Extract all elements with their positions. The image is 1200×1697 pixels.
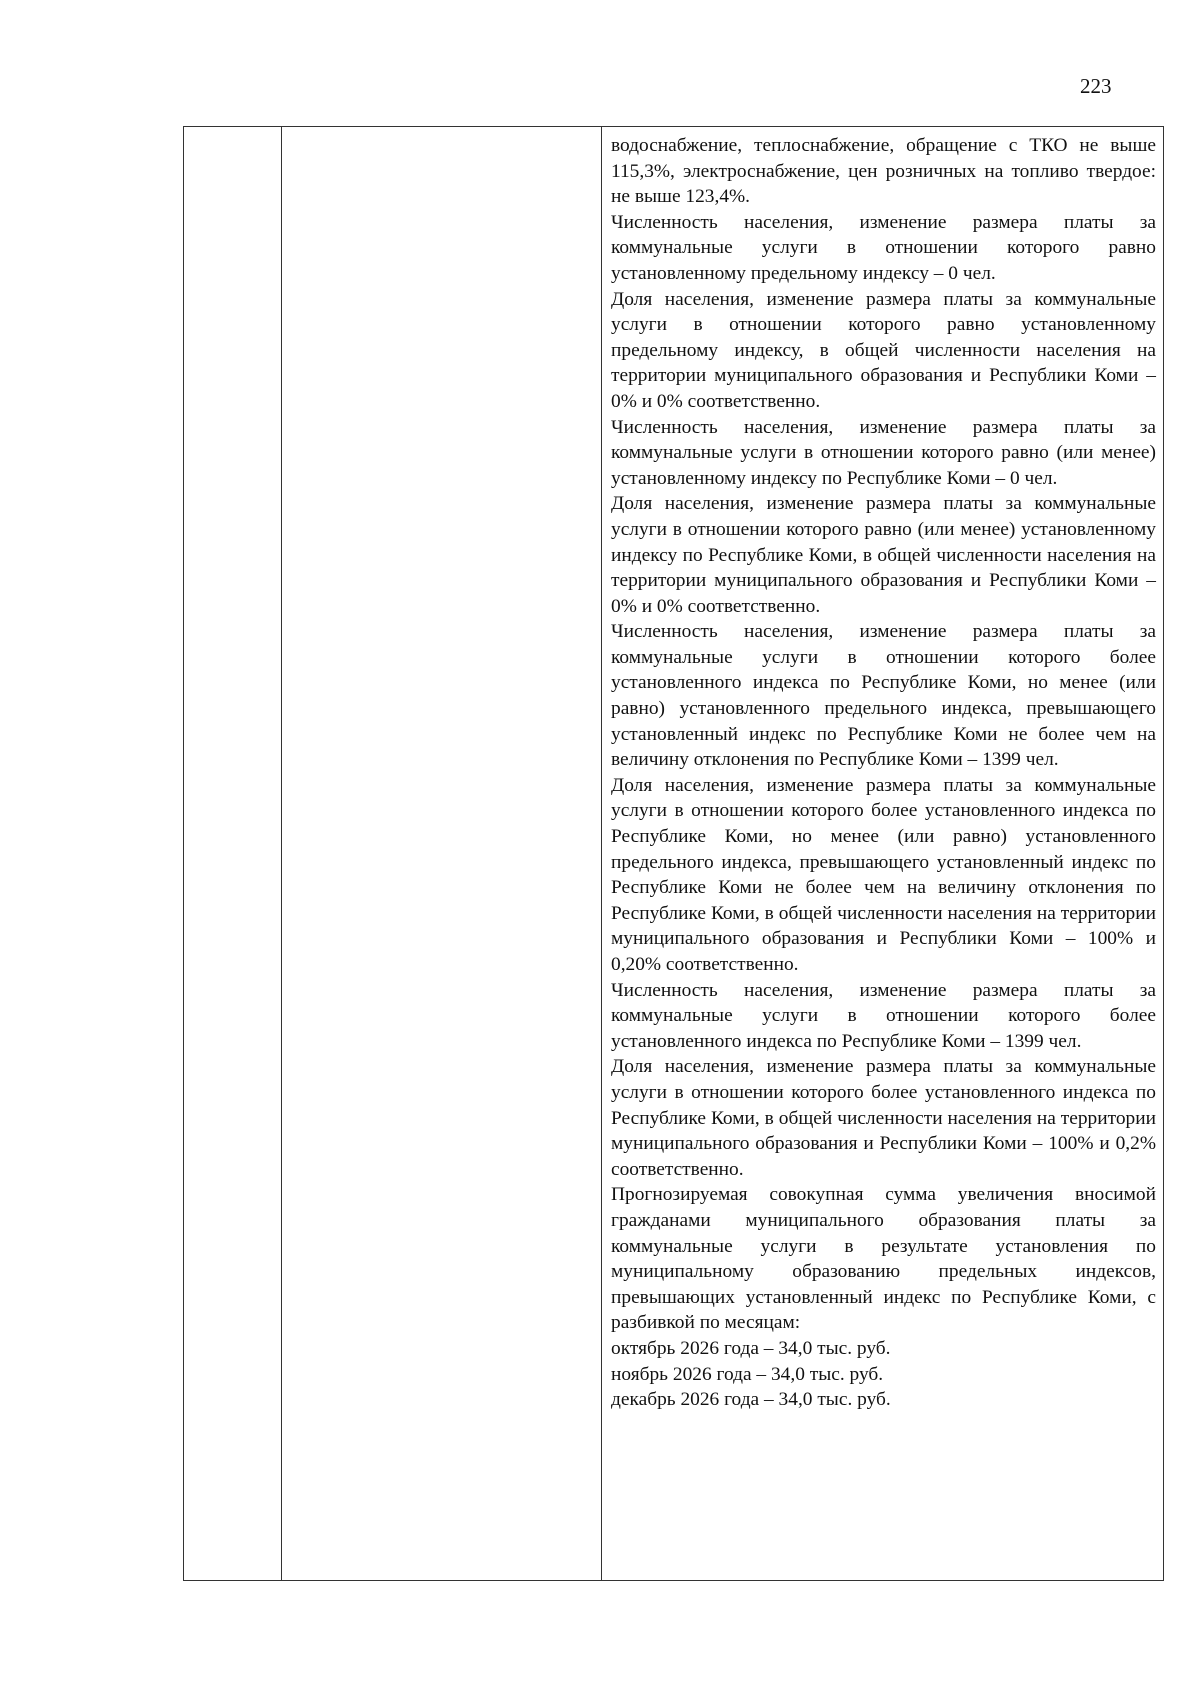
table-cell-description bbox=[602, 127, 1164, 1581]
paragraph-population-above-index: Численность населения, изменение размера платы за коммунальные услуги в отношении которого более установленного индекса по Республике Коми – 1399 чел. bbox=[611, 979, 1156, 1052]
paragraph-share-equal-limit: Доля населения, изменение размера платы за коммунальные услуги в отношении которого равно установленному предельному индексу, в общей численности населения на территории муниципального образования и Республики Коми – 0% и 0% соответственно. bbox=[611, 288, 1156, 412]
monthly-item-october: октябрь 2026 года – 34,0 тыс. руб. bbox=[611, 1337, 891, 1359]
paragraph-share-within-deviation: Доля населения, изменение размера платы за коммунальные услуги в отношении которого более установленного индекса по Республике Коми, но менее (или равно) установленного предельного индекса, превышающего установленный индекс по Республике Коми не более чем на величину отклонения по Республике Коми, в общей численности населения на территории муниципального образования и Республики Коми – 100% и 0,20% соответственно. bbox=[611, 774, 1156, 975]
page-number: 223 bbox=[1080, 74, 1112, 98]
table-cell-number bbox=[184, 127, 282, 1581]
paragraph-tariff-growth: водоснабжение, теплоснабжение, обращение с ТКО не выше 115,3%, электроснабжение, цен розничных на топливо твердое: не выше 123,4%. bbox=[611, 135, 1156, 208]
paragraph-population-equal-or-less-index: Численность населения, изменение размера платы за коммунальные услуги в отношении которого равно (или менее) установленному индексу по Республике Коми – 0 чел. bbox=[611, 416, 1156, 489]
document-table bbox=[183, 126, 1164, 1581]
paragraph-share-above-index: Доля населения, изменение размера платы за коммунальные услуги в отношении которого более установленного индекса по Республике Коми, в общей численности населения на территории муниципального образования и Республики Коми – 100% и 0,2% соответственно. bbox=[611, 1056, 1156, 1180]
monthly-item-december: декабрь 2026 года – 34,0 тыс. руб. bbox=[611, 1389, 891, 1411]
paragraph-share-equal-or-less-index: Доля населения, изменение размера платы за коммунальные услуги в отношении которого равно (или менее) установленному индексу по Республике Коми, в общей численности населения на территории муниципального образования и Республики Коми – 0% и 0% соответственно. bbox=[611, 493, 1156, 617]
paragraph-population-within-deviation: Численность населения, изменение размера платы за коммунальные услуги в отношении которого более установленного индекса по Республике Коми, но менее (или равно) установленного предельного индекса, превышающего установленный индекс по Республике Коми не более чем на величину отклонения по Республике Коми – 1399 чел. bbox=[611, 621, 1156, 771]
monthly-item-november: ноябрь 2026 года – 34,0 тыс. руб. bbox=[611, 1363, 884, 1385]
paragraph-population-equal-limit: Численность населения, изменение размера платы за коммунальные услуги в отношении которого равно установленному предельному индексу – 0 чел. bbox=[611, 211, 1156, 284]
table-row bbox=[184, 127, 1164, 1581]
table-cell-name bbox=[282, 127, 602, 1581]
paragraph-forecast-sum: Прогнозируемая совокупная сумма увеличения вносимой гражданами муниципального образования платы за коммунальные услуги в результате установления по муниципальному образованию предельных индексов, превышающих установленный индекс по Республике Коми, с разбивкой по месяцам: bbox=[611, 1184, 1156, 1334]
